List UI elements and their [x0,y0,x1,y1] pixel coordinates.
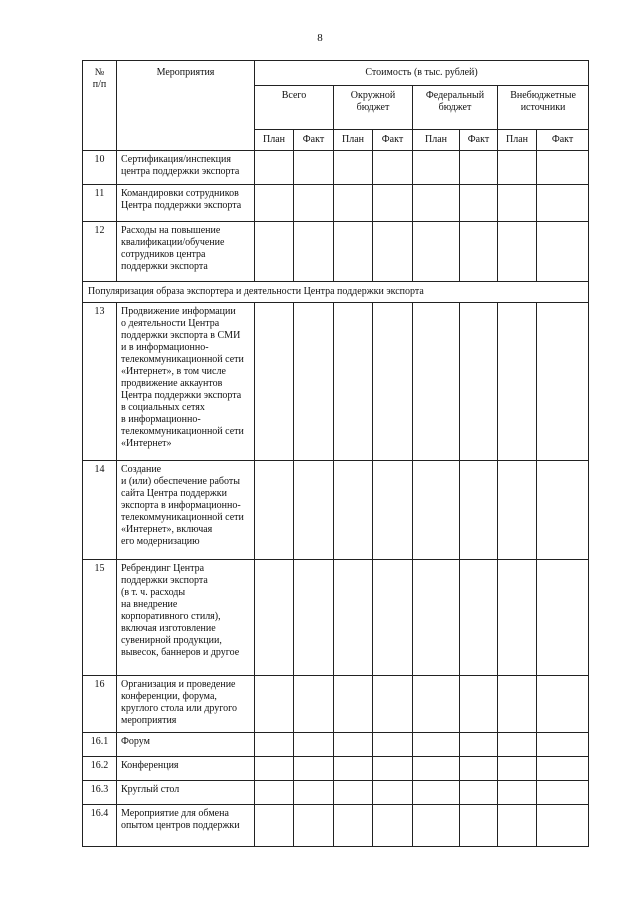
cost-cell [334,781,373,805]
header-group [498,86,589,130]
cost-cell [255,805,294,847]
cost-cell [460,303,498,461]
header-num [83,61,117,151]
header-plan: План [498,130,537,151]
header-group [334,86,413,130]
table-row [83,757,589,781]
cost-cell [373,303,413,461]
cost-cell [413,560,460,676]
cost-cell [537,222,589,282]
cost-cell [537,676,589,733]
cost-cell [373,461,413,560]
cost-cell [334,461,373,560]
row-number: 16.2 [83,757,117,781]
row-number: 11 [83,185,117,222]
cost-cell [413,151,460,185]
header-group-label: Всего [281,90,307,101]
cost-cell [294,303,334,461]
cost-cell [498,757,537,781]
cost-cell [334,303,373,461]
row-event-text: Сертификация/инспекция центра поддержки экспорта [117,151,255,185]
cost-cell [373,676,413,733]
cost-cell [413,757,460,781]
row-event-text: Мероприятие для обмена опытом центров поддержки [117,805,255,847]
row-number: 12 [83,222,117,282]
cost-cell [334,733,373,757]
row-number: 16 [83,676,117,733]
cost-cell [373,733,413,757]
cost-cell [537,805,589,847]
cost-cell [460,222,498,282]
header-cost-label: Стоимость (в тыс. рублей) [365,67,478,78]
cost-cell [373,805,413,847]
header-num-label: № п/п [92,67,107,90]
cost-cell [334,151,373,185]
row-number: 15 [83,560,117,676]
section-row [83,282,589,303]
cost-cell [255,185,294,222]
row-number: 16.3 [83,781,117,805]
cost-cell [498,781,537,805]
table-row [83,151,589,185]
row-number: 16.4 [83,805,117,847]
cost-cell [498,461,537,560]
cost-cell [498,560,537,676]
cost-cell [294,781,334,805]
table-row [83,805,589,847]
events-cost-table [82,60,589,847]
page-number: 8 [317,32,323,44]
cost-cell [413,805,460,847]
cost-cell [334,676,373,733]
cost-cell [460,805,498,847]
table-row [83,303,589,461]
row-number: 13 [83,303,117,461]
cost-cell [537,733,589,757]
cost-cell [498,222,537,282]
header-fact: Факт [537,130,589,151]
row-event-text: Круглый стол [117,781,255,805]
cost-cell [537,461,589,560]
cost-cell [537,757,589,781]
row-event-text: Продвижение информации о деятельности Центра поддержки экспорта в СМИ и в информационно- телекоммуникационной сети «Интернет», в том числе продвижение аккаунтов Центра поддержки экспорта в социальных сетях в информационно- телекоммуникационной сети «Интернет» [117,303,255,461]
cost-cell [498,303,537,461]
cost-cell [537,560,589,676]
cost-cell [294,805,334,847]
cost-cell [255,151,294,185]
cost-cell [255,461,294,560]
cost-cell [334,222,373,282]
row-event-text: Организация и проведение конференции, форума, круглого стола или другого мероприятия [117,676,255,733]
table-row [83,676,589,733]
row-event-text: Командировки сотрудников Центра поддержки экспорта [117,185,255,222]
cost-cell [373,185,413,222]
cost-cell [498,676,537,733]
header-fact: Факт [460,130,498,151]
cost-cell [334,757,373,781]
cost-cell [255,733,294,757]
cost-cell [255,757,294,781]
cost-cell [294,560,334,676]
header-plan: План [413,130,460,151]
header-group-label: Федеральный бюджет [425,90,485,113]
cost-cell [373,151,413,185]
row-number: 16.1 [83,733,117,757]
cost-cell [373,560,413,676]
header-fact: Факт [294,130,334,151]
cost-cell [255,560,294,676]
header-fact: Факт [373,130,413,151]
header-event [117,61,255,151]
cost-cell [537,151,589,185]
table-row [83,733,589,757]
header-plan: План [255,130,294,151]
cost-cell [373,222,413,282]
cost-cell [294,733,334,757]
header-plan: План [334,130,373,151]
cost-cell [255,222,294,282]
header-group-label: Внебюджетные источники [510,90,576,113]
table-row [83,185,589,222]
cost-cell [537,781,589,805]
row-event-text: Создание и (или) обеспечение работы сайта Центра поддержки экспорта в информационно- телекоммуникационной сети «Интернет», включая его модернизацию [117,461,255,560]
cost-cell [460,560,498,676]
cost-cell [537,303,589,461]
row-event-text: Конференция [117,757,255,781]
cost-cell [460,151,498,185]
table-row [83,461,589,560]
cost-cell [460,733,498,757]
cost-cell [294,757,334,781]
table-row [83,222,589,282]
cost-cell [498,805,537,847]
cost-cell [460,781,498,805]
cost-cell [498,733,537,757]
header-group-label: Окружной бюджет [350,90,396,113]
cost-cell [294,185,334,222]
row-number: 14 [83,461,117,560]
cost-cell [294,461,334,560]
cost-cell [373,757,413,781]
cost-cell [413,222,460,282]
cost-cell [334,560,373,676]
header-cost [255,61,589,86]
cost-cell [413,676,460,733]
header-group [413,86,498,130]
cost-cell [413,185,460,222]
row-number: 10 [83,151,117,185]
table-row [83,781,589,805]
cost-cell [498,151,537,185]
cost-cell [413,781,460,805]
table-row [83,560,589,676]
header-group [255,86,334,130]
cost-cell [255,781,294,805]
cost-cell [413,733,460,757]
row-event-text: Расходы на повышение квалификации/обучение сотрудников центра поддержки экспорта [117,222,255,282]
cost-cell [413,461,460,560]
cost-cell [294,151,334,185]
cost-cell [460,676,498,733]
cost-cell [498,185,537,222]
cost-cell [460,757,498,781]
header-event-label: Мероприятия [156,67,215,78]
cost-cell [334,185,373,222]
cost-cell [460,461,498,560]
cost-cell [294,676,334,733]
cost-cell [413,303,460,461]
cost-cell [255,676,294,733]
row-event-text: Ребрендинг Центра поддержки экспорта (в т. ч. расходы на внедрение корпоративного стиля), включая изготовление сувенирной продукции, вывесок, баннеров и другое [117,560,255,676]
cost-cell [460,185,498,222]
cost-cell [334,805,373,847]
cost-cell [537,185,589,222]
row-event-text: Форум [117,733,255,757]
cost-cell [373,781,413,805]
cost-cell [255,303,294,461]
section-title: Популяризация образа экспортера и деятельности Центра поддержки экспорта [83,282,589,303]
cost-cell [294,222,334,282]
